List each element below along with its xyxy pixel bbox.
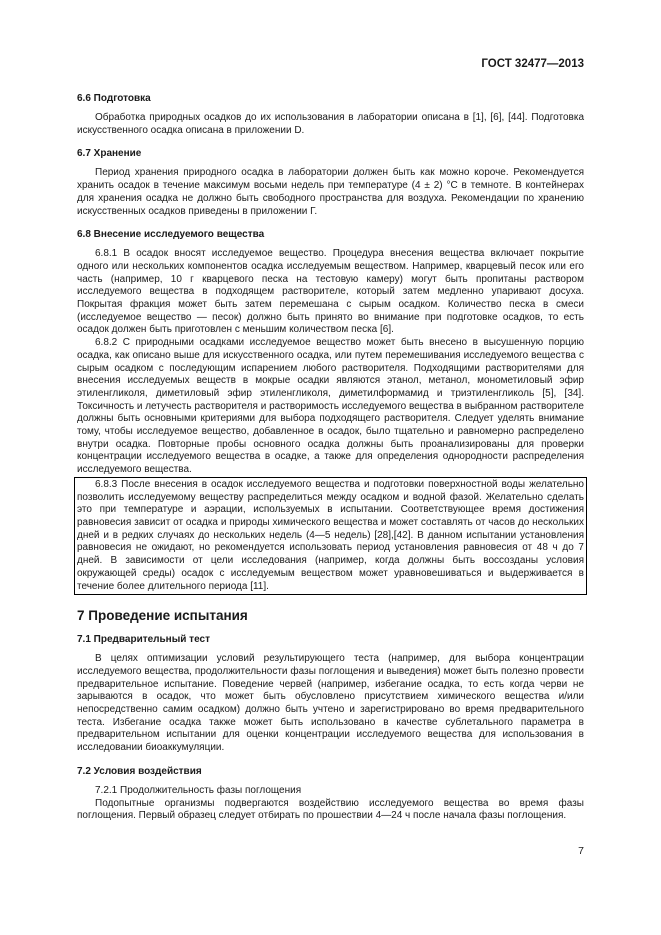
section-7-1 — [77, 633, 584, 755]
chapter-title: 7 Проведение испытания — [77, 608, 248, 624]
boxed-insert — [74, 477, 587, 595]
section-6-7 — [77, 147, 584, 218]
section-title: 6.6 Подготовка — [77, 93, 151, 104]
paragraph: Подопытные организмы подвергаются воздействию исследуемого вещества во время фазы поглощения. Первый образец следует отбирать по прошествии 4—24 ч после начала фазы поглощения. — [77, 797, 584, 822]
section-title: 7.1 Предварительный тест — [77, 634, 210, 646]
paragraph: 6.8.2 С природными осадками исследуемое вещество может быть внесено в высушенную порцию осадка, как описано выше для искусственного осадка, или путем перемешивания исследуемого вещества с сырым осадком с последующим испарением любого растворителя. Подходящими растворителями для внесения исследуемых веществ в мокрые осадки являются этанол, метанол, монометиловый эфир этиленгликоля, диметиловый эфир этиленгликоля, диметилформамид и триэтиленгликоль [5], [34]. Токсичность и летучесть растворителя и растворимость исследуемого вещества в выбранном растворителе должны быть основными критериями для выбора подходящего растворителя. Следует уделять внимание тому, чтобы исследуемое вещество, добавленное в осадок, было тщательно и равномерно распределено внутри осадка. Повторные пробы основного осадка должны быть проанализированы для проверки концентрации исследуемого вещества в осадке, а также для определения однородности распределения исследуемого вещества. — [77, 337, 584, 476]
page-number: 7 — [578, 845, 584, 857]
section-6-8 — [77, 228, 584, 595]
section-title: 7.2 Условия воздействия — [77, 765, 202, 777]
section-title: 6.7 Хранение — [77, 148, 142, 160]
section-7-2 — [77, 765, 584, 823]
paragraph: 6.8.3 После внесения в осадок исследуемого вещества и подготовки поверхностной воды желательно позволить исследуемому веществу распределиться между осадком и водной фазой. Желательно сделать это при температуре и аэрации, используемых в испытании. Соответствующее время достижения равновесия зависит от осадка и природы химического вещества и может составлять от часов до нескольких дней и в редких случаях до нескольких недель (4—5 недель) [28],[42]. В данном испытании установления равновесия не ожидают, но рекомендуется использовать период установления равновесия от 48 ч до 7 дней. В зависимости от цели исследования (например, когда должны быть воссозданы условия окружающей среды) осадок с исследуемым веществом может уравновешиваться и выдерживается в течение более длительного периода [11]. — [77, 478, 584, 592]
paragraph: 6.8.1 В осадок вносят исследуемое вещество. Процедура внесения вещества включает покрытие одного или нескольких компонентов осадка исследуемым веществом. Например, кварцевый песок или его часть (например, 10 г кварцевого песка на тестовую камеру) могут быть пропитаны раствором исследуемого вещества в подходящем растворителе, который затем медленно упаривают досуха. Покрытая фракция может быть затем перемешана с сырым осадком. Количество песка в смеси (исследуемое вещество — песок) должно быть принято во внимание при подготовке осадков, то есть осадок должен быть приготовлен с меньшим количеством песка [6]. — [77, 248, 584, 336]
paragraph: Период хранения природного осадка в лаборатории должен быть как можно короче. Рекомендуется хранить осадок в течение максимум восьми недель при температуре (4 ± 2) °С в темноте. В контейнерах для хранения осадка не должно быть свободного пространства для воздуха. Рекомендации по хранению искусственных осадков приведены в приложении Г. — [77, 167, 584, 217]
document-header: ГОСТ 32477—2013 — [481, 58, 584, 70]
document-body — [77, 92, 584, 833]
section-6-6 — [77, 92, 584, 137]
paragraph: В целях оптимизации условий результирующего теста (например, для выбора концентрации исследуемого вещества, продолжительности фазы поглощения и выведения) может быть полезно провести предварительное испытание. Поведение червей (например, избегание осадка, то есть когда черви не зарываются в осадок, что может быть обусловлено присутствием химического вещества и/или непосредственно самим осадком) должно быть учтено и зарегистрировано во время предварительного теста. Избегание осадка также может быть использовано в качестве сублетального параметра в предварительном испытании для оценки концентрации исследуемого вещества для использования в исследовании биоаккумуляции. — [77, 653, 584, 754]
subsection-title: 7.2.1 Продолжительность фазы поглощения — [95, 784, 302, 796]
paragraph: Обработка природных осадков до их использования в лаборатории описана в [1], [6], [44]. Подготовка искусственного осадка описана в приложении D. — [77, 112, 584, 136]
section-title: 6.8 Внесение исследуемого вещества — [77, 229, 265, 241]
